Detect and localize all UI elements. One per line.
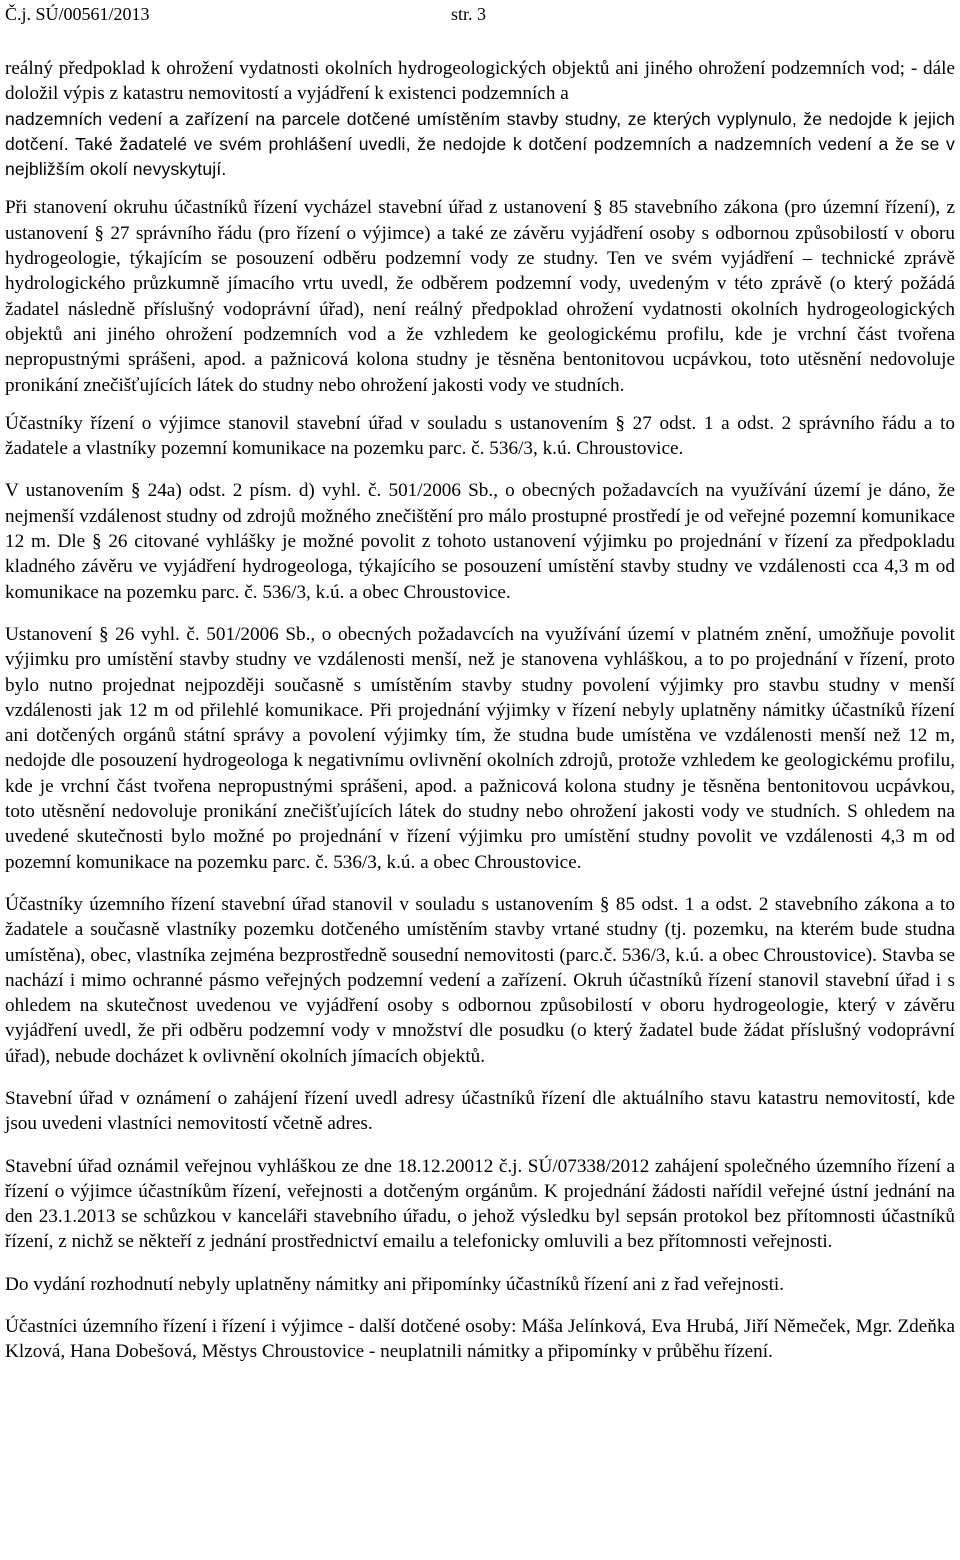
paragraph-public-notice: Stavební úřad oznámil veřejnou vyhláškou ze dne 18.12.20012 č.j. SÚ/07338/2012 zahájení společného územního řízení a řízení o výjimce účastníkům řízení, veřejnosti a dotčeným orgánům. K projednání žádosti nařídil veřejné ústní jednání na den 23.1.2013 se schůzkou v kanceláři stavebního úřadu, o jehož výsledku byl sepsán protokol bez přítomnosti účastníků řízení, z nichž se někteří z jednání prostřednictví emailu a telefonicky omluvili a bez přítomnosti veřejnosti.: [5, 1155, 955, 1253]
paragraph-utilities-statement: nadzemních vedení a zařízení na parcele dotčené umístěním stavby studny, ze kterých vyplynulo, že nedojde k jejich dotčení. Také žadatelé ve svém prohlášení uvedli, že nedojde k dotčení podzemních a nadzemních vedení a že se v nejbližším okolí nevyskytují.: [5, 108, 955, 180]
paragraph-exception-participants: Účastníky řízení o výjimce stanovil stavební úřad v souladu s ustanovením § 27 odst. 1 a odst. 2 správního řádu a to žadatele a vlastníky pozemní komunikace na pozemku parc. č. 536/3, k.ú. Chroustovice.: [5, 412, 955, 460]
paragraph-no-objections: Do vydání rozhodnutí nebyly uplatněny námitky ani připomínky účastníků řízení ani z řad veřejnosti.: [5, 1273, 785, 1295]
paragraph-decree-26: Ustanovení § 26 vyhl. č. 501/2006 Sb., o obecných požadavcích na využívání území v platném znění, umožňuje povolit výjimku pro umístění stavby studny ve vzdálenosti menší, než je stanovena vyhláškou, a to po projednání v řízení, proto bylo nutno projednat nejpozději současně s umístěním stavby studny povolení výjimky pro stavbu studny v menší vzdálenosti jak 12 m od přilehlé komunikace. Při projednání výjimky v řízení nebyly uplatněny námitky účastníků řízení ani dotčených orgánů státní správy a povolení výjimky tím, že studna bude umístěna ve vzdálenosti menší než 12 m, nedojde dle posouzení hydrogeologa k negativnímu ovlivnění okolních zdrojů, protože vzhledem ke geologickému profilu, kde je vrchní část tvořena nepropustnými sprášeni, apod. a pažnicová kolona studny je těsněna bentonitovou ucpávkou, toto utěsnění nedovoluje pronikání znečišťujících látek do studny nebo ohrožení jakosti vody ve studních. S ohledem na uvedené skutečnosti bylo možné po projednání v řízení výjimku pro umístění studny povolit ve vzdálenosti 4,3 m od pozemní komunikace na pozemku parc. č. 536/3, k.ú. a obec Chroustovice.: [5, 623, 955, 873]
page-number: str. 3: [451, 4, 487, 24]
paragraph-addresses: Stavební úřad v oznámení o zahájení řízení uvedl adresy účastníků řízení dle aktuálního stavu katastru nemovitostí, kde jsou uvedeni vlastníci nemovitostí včetně adres.: [5, 1087, 955, 1135]
document-reference: Č.j. SÚ/00561/2013: [5, 4, 150, 24]
document-body: [5, 56, 955, 1365]
paragraph-continuation: reálný předpoklad k ohrožení vydatnosti okolních hydrogeologických objektů ani jiného ohrožení podzemních vod; - dále doložil výpis z katastru nemovitostí a vyjádření k existenci podzemních a: [5, 58, 955, 105]
paragraph-decree-24a: V ustanovením § 24a) odst. 2 písm. d) vyhl. č. 501/2006 Sb., o obecných požadavcích na využívání území je dáno, že nejmenší vzdálenost studny od zdrojů možného znečištění pro málo prostupné prostředí je od veřejné pozemní komunikace 12 m. Dle § 26 citované vyhlášky je možné povolit z tohoto ustanovení výjimku po projednání v řízení za předpokladu kladného závěru ve vyjádření hydrogeologa, týkajícího se posouzení umístění stavby studny ve vzdálenosti cca 4,3 m od komunikace na pozemku parc. č. 536/3, k.ú. a obec Chroustovice.: [5, 480, 955, 603]
paragraph-participants-basis: Při stanovení okruhu účastníků řízení vycházel stavební úřad z ustanovení § 85 stavebního zákona (pro územní řízení), z ustanovení § 27 správního řádu (pro řízení o výjimce) a také ze závěru vyjádření osoby s odbornou způsobilostí v oboru hydrogeologie, týkajícím se posouzení odběru podzemní vody ze studny. Ten ve svém vyjádření – technické zprávě hydrologického průzkumně jímacího vrtu uvedl, že odběrem podzemní vody, uvedeným v této zprávě (o který požádá žadatel následně příslušný vodoprávní úřad), není reálný předpoklad ohrožení vydatnosti okolních hydrogeologických objektů ani jiného ohrožení podzemních vod a že vzhledem ke geologickému profilu, kde je vrchní část tvořena nepropustnými sprášeni, apod. a pažnicová kolona studny je těsněna bentonitovou ucpávkou, toto utěsnění nedovoluje pronikání znečišťujících látek do studny nebo ohrožení jakosti vody ve studních.: [5, 197, 955, 396]
paragraph-other-persons: Účastníci územního řízení i řízení i výjimce - další dotčené osoby: Máša Jelínková, Eva Hrubá, Jiří Němeček, Mgr. Zdeňka Klzová, Hana Dobešová, Městys Chroustovice - neuplatnili námitky a připomínky v průběhu řízení.: [5, 1316, 955, 1363]
paragraph-zoning-participants: Účastníky územního řízení stavební úřad stanovil v souladu s ustanovením § 85 odst. 1 a odst. 2 stavebního zákona a to žadatele a současně vlastníky pozemku dotčeného umístěním stavby vrtané studny (tj. pozemku, na kterém bude studna umístěna), obec, vlastníka zejména bezprostředně sousední nemovitosti (parc.č. 536/3, k.ú. a obec Chroustovice). Stavba se nachází i mimo ochranné pásmo veřejných podzemní vedení a zařízení. Okruh účastníků řízení stanovil stavební úřad i s ohledem na skutečnost uvedenou ve vyjádření osoby s odbornou způsobilostí v oboru hydrogeologie, který v závěru vyjádření uvedl, že při odběru podzemní vody v množství dle posudku (o který žadatel bude žádat příslušný vodoprávní úřad), nebude docházet k ovlivnění okolních jímacích objektů.: [5, 893, 955, 1067]
page-header: [5, 2, 955, 28]
